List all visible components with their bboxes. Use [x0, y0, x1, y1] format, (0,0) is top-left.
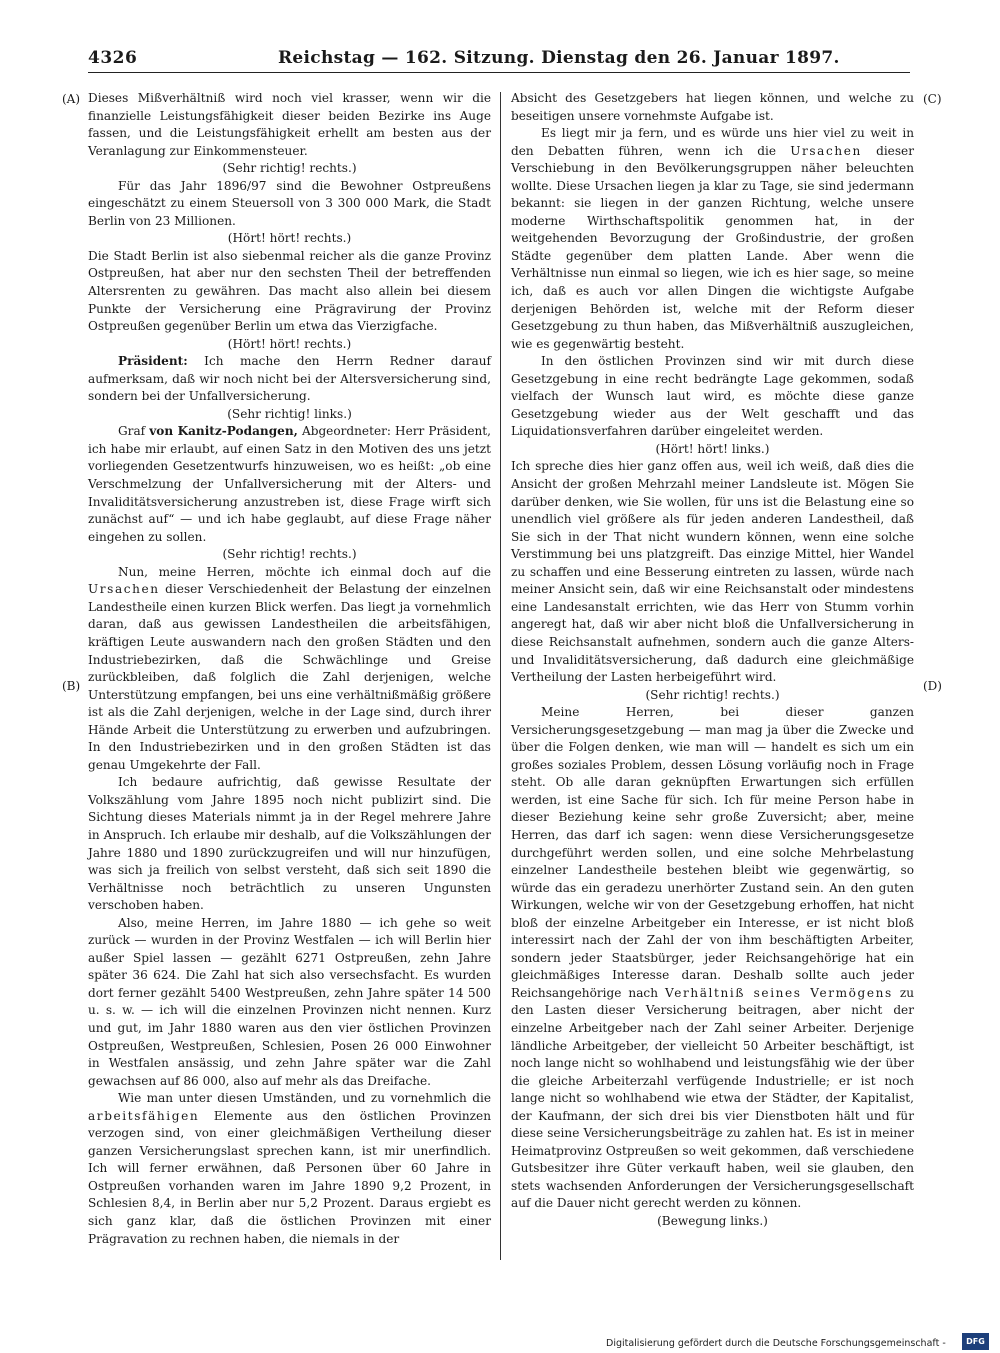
paragraph — [511, 704, 914, 1213]
page-number: 4326 — [88, 48, 138, 68]
reaction: (Hört! hört! rechts.) — [227, 336, 352, 351]
emphasis: Verhältniß seines Vermögens — [665, 985, 893, 1000]
reaction: (Bewegung links.) — [657, 1214, 768, 1228]
speech-text: Abgeordneter: Herr Präsident, ich habe mir erlaubt, auf einen Satz in den Motiven des uns jetzt vorliegenden Gesetzentwurfs hinzuweisen, wo es heißt: „ob eine Verschmelzung der Unfallversicherung mit der Alters- und Invaliditätsversicherung anzustreben ist, diese Frage wirft sich zunächst auf“ — und ich habe geglaubt, auf diese Frage näher eingehen zu sollen. — [88, 424, 492, 544]
emphasis: Ursachen — [88, 582, 160, 597]
text-run: zu den Lasten dieser Versicherung beitragen, aber nicht der einzelne Arbeitgeber nach der Zahl seiner Arbeiter. Derjenige ländliche Arbeitgeber, der vielleicht 50 Arbeiter beschäftigt, ist noch lange nicht so wohlhabend und leistungsfähig wie der über die gleiche Arbeiterzahl verfügende Industrielle; er ist noch lange nicht so wohlhabend wie etwa der Städter, der Kapitalist, der Kaufmann, der sich drei bis vier Dienstboten hält und für diese seine Versicherungsbeiträge zu zahlen hat. Es ist in meiner Heimatprovinz Ostpreußen so weit gekommen, daß verschiedene Gutsbesitzer ihre Güter verkauft haben, weil sie glauben, den stets wachsenden Anforderungen der Versicherungsgesellschaft auf die Dauer nicht gerecht werden zu können. — [511, 985, 914, 1211]
footer-credit: Digitalisierung gefördert durch die Deutsche Forschungsgemeinschaft - — [606, 1338, 946, 1349]
left-column — [88, 90, 491, 1260]
text-run: Nun, meine Herren, möchte ich einmal doch auf die — [118, 564, 491, 579]
paragraph: Für das Jahr 1896/97 sind die Bewohner Ostpreußens eingeschätzt zu einem Steuersoll von 3 300 000 Mark, die Stadt Berlin von 23 Millionen. — [88, 178, 491, 228]
speech-text: Ich mache den Herrn Redner darauf aufmerksam, daß wir noch nicht bei der Altersversicherung sind, sondern bei der Unfallversicherung. — [88, 354, 491, 404]
speaker-label: Präsident: — [118, 354, 188, 369]
text-run: Elemente aus den östlichen Provinzen verzogen sind, von einer gleichmäßigen Vertheilung dieser ganzen Versicherungslast sprechen kann, ist mir unerfindlich. Ich will ferner erwähnen, daß Personen über 60 Jahre in Ostpreußen vorhanden waren im Jahre 1890 9,2 Prozent, in Schlesien 8,4, in Berlin aber nur 5,2 Prozent. Daraus ergiebt es sich ganz klar, daß die östlichen Provinzen mit einer Prägravation zu rechnen haben, die niemals in der — [88, 1108, 491, 1246]
text-run: dieser Verschiedenheit der Belastung der einzelnen Landestheile einen kurzen Blick werfen. Das liegt ja vornehmlich daran, daß aus gewissen Landestheilen die arbeitsfähigen, kräftigen Leute auswandern nach den großen Städten und den Industriebezirken, daß die Schwächlinge und Greise zurückbleiben, daß folglich die Zahl derjenigen, welche Unterstützung empfangen, bei uns eine verhältnißmäßig größere ist als die Zahl derjenigen, welche in der Lage sind, durch ihrer Hände Arbeit die Unterstützung zu erwerben und aufzubringen. In den Industriebezirken und in den großen Städten ist das genau Umgekehrte der Fall. — [88, 582, 491, 772]
emphasis: arbeitsfähigen — [88, 1108, 200, 1123]
reaction: (Hört! hört! rechts.) — [227, 231, 352, 246]
text-run: Wie man unter diesen Umständen, und zu vornehmlich die — [118, 1091, 491, 1106]
margin-marker-d: (D) — [923, 679, 942, 693]
page-title: Reichstag — 162. Sitzung. Dienstag den 26. Januar 1897. — [278, 48, 840, 68]
speaker-name: von Kanitz-Podangen, — [149, 424, 298, 439]
paragraph: Absicht des Gesetzgebers hat liegen können, und welche zu beseitigen unsere vornehmste Aufgabe ist. — [511, 91, 914, 123]
margin-marker-a: (A) — [62, 92, 81, 106]
paragraph: In den östlichen Provinzen sind wir mit durch diese Gesetzgebung in eine recht bedrängte Lage gekommen, sodaß vielfach der Wunsch laut wird, es möchte diese ganze Gesetzgebung wieder aus der Welt geschafft und das Liquidationsverfahren darüber eingeleitet werden. — [511, 354, 914, 439]
paragraph: Die Stadt Berlin ist also siebenmal reicher als die ganze Provinz Ostpreußen, hat aber nur den sechsten Theil der betreffenden Altersrenten zu gewähren. Das macht also allein bei diesem Punkte der Versicherung eine Prägravirung der Provinz Ostpreußen gegenüber Berlin um etwa das Vierzigfache. — [88, 248, 491, 334]
column-divider — [500, 92, 501, 1260]
speaker-intro — [88, 423, 491, 546]
margin-marker-c: (C) — [923, 92, 942, 106]
text-run: Es liegt mir ja fern, und es würde uns hier viel zu weit in den Debatten führen, wenn ich die — [511, 126, 914, 158]
paragraph — [88, 564, 491, 775]
margin-marker-b: (B) — [62, 679, 81, 693]
reaction: (Hört! hört! links.) — [655, 441, 770, 456]
right-column — [511, 90, 914, 1260]
reaction: (Sehr richtig! rechts.) — [645, 687, 780, 702]
paragraph: Ich spreche dies hier ganz offen aus, weil ich weiß, daß dies die Ansicht der großen Mehrzahl meiner Landsleute ist. Mögen Sie darüber denken, wie Sie wollen, für uns ist die Belastung eine so unendlich viel größere als für jeden anderen Landestheil, daß Sie sich in der That nicht wundern können, wenn eine solche Verstimmung bei uns platzgreift. Das einzige Mittel, hier Wandel zu schaffen und eine Besserung eintreten zu lassen, würde nach meiner Ansicht sein, daß wir eine Reichsanstalt oder mindestens eine Landesanstalt errichten, wie das Herr von Stumm vorhin angeregt hat, daß wir aber nicht bloß die Unfallversicherung in diese Reichsanstalt aufnehmen, sondern auch die ganze Alters- und Invaliditätsversicherung, daß dadurch eine gleichmäßige Vertheilung der Lasten herbeigeführt wird. — [511, 459, 914, 685]
page-header — [88, 48, 910, 73]
text-run: Meine Herren, bei dieser ganzen Versicherungsgesetzgebung — man mag ja über die Zwecke und über die Folgen denken, wie man will — handelt es sich um ein großes soziales Problem, dessen Lösung vorläufig noch in Frage steht. Ob alle daran geknüpften Erwartungen sich erfüllen werden, ist eine Sache für sich. Ich für meine Person habe in dieser Beziehung keine sehr große Zuversicht; aber, meine Herren, das darf ich sagen: wenn diese Versicherungsgesetze durchgeführt werden sollen, und eine solche Mehrbelastung einzelner Landestheile bestehen bleibt wie gegenwärtig, so würde das ein geradezu unerhörter Zustand sein. An den guten Wirkungen, welche wir von der Gesetzgebung erhoffen, hat nicht bloß der einzelne Arbeitgeber ein Interesse, er ist nicht bloß interessirt nach der Zahl der von ihm beschäftigten Arbeiter, sondern jeder Staatsbürger, jeder Reichsangehörige hat ein gleichmäßiges Interesse daran. Deshalb sollte auch jeder Reichsangehörige nach — [511, 705, 914, 1000]
dfg-logo: DFG — [962, 1333, 989, 1350]
text-run: dieser Verschiebung in den Bevölkerungsgruppen näher beleuchten wollte. Diese Ursachen liegen ja klar zu Tage, sie sind jedermann bekannt: sie liegen in der ganzen Richtung, welche unsere moderne Wirthschaftspolitik genommen hat, in der weitgehenden Bevorzugung der Großindustrie, der großen Städte gegenüber dem platten Lande. Aber wenn die Verhältnisse nun einmal so liegen, wie ich es hier sage, so meine ich, daß es auch vor allen Dingen die wichtigste Aufgabe derjenigen Behörden ist, welche mit der Reform dieser Gesetzgebung zu thun haben, das Mißverhältniß auszugleichen, wie es gegenwärtig besteht. — [511, 143, 914, 351]
paragraph — [88, 1090, 491, 1248]
reaction: (Sehr richtig! rechts.) — [222, 547, 357, 562]
reaction: (Sehr richtig! links.) — [227, 406, 352, 421]
paragraph: Dieses Mißverhältniß wird noch viel krasser, wenn wir die finanzielle Leistungsfähigkeit dieser beiden Bezirke ins Auge fassen, und die Leistungsfähigkeit erhellt am besten aus der Veranlagung zur Einkommensteuer. — [88, 91, 491, 158]
emphasis: Ursachen — [790, 143, 862, 158]
paragraph: Also, meine Herren, im Jahre 1880 — ich gehe so weit zurück — wurden in der Provinz Westfalen — ich will Berlin hier außer Spiel lassen — gezählt 6271 Ostpreußen, zehn Jahre später 36 624. Die Zahl hat sich also versechsfacht. Es wurden dort ferner gezählt 5400 Westpreußen, zehn Jahre später 14 500 u. s. w. — ich will die einzelnen Provinzen nicht nennen. Kurz und gut, im Jahr 1880 waren aus den vier östlichen Provinzen Ostpreußen, Westpreußen, Schlesien, Posen 26 000 Einwohner in Westfalen ansässig, und zehn Jahre später war die Zahl gewachsen auf 86 000, also auf mehr als das Dreifache. — [88, 915, 491, 1088]
paragraph — [511, 125, 914, 353]
paragraph: Ich bedaure aufrichtig, daß gewisse Resultate der Volkszählung vom Jahre 1895 noch nicht publizirt sind. Die Sichtung dieses Materials nimmt ja in der Regel mehrere Jahre in Anspruch. Ich erlaube mir deshalb, auf die Volkszählungen der Jahre 1880 und 1890 zurückzugreifen und will nur hinzufügen, was sich ja freilich von selbst versteht, daß sich seit 1890 die Verhältnisse noch beträchtlich zu unseren Ungunsten verschoben haben. — [88, 775, 491, 913]
reaction: (Sehr richtig! rechts.) — [222, 161, 357, 176]
speaker-title: Graf — [118, 424, 150, 439]
president-remark — [88, 353, 491, 406]
